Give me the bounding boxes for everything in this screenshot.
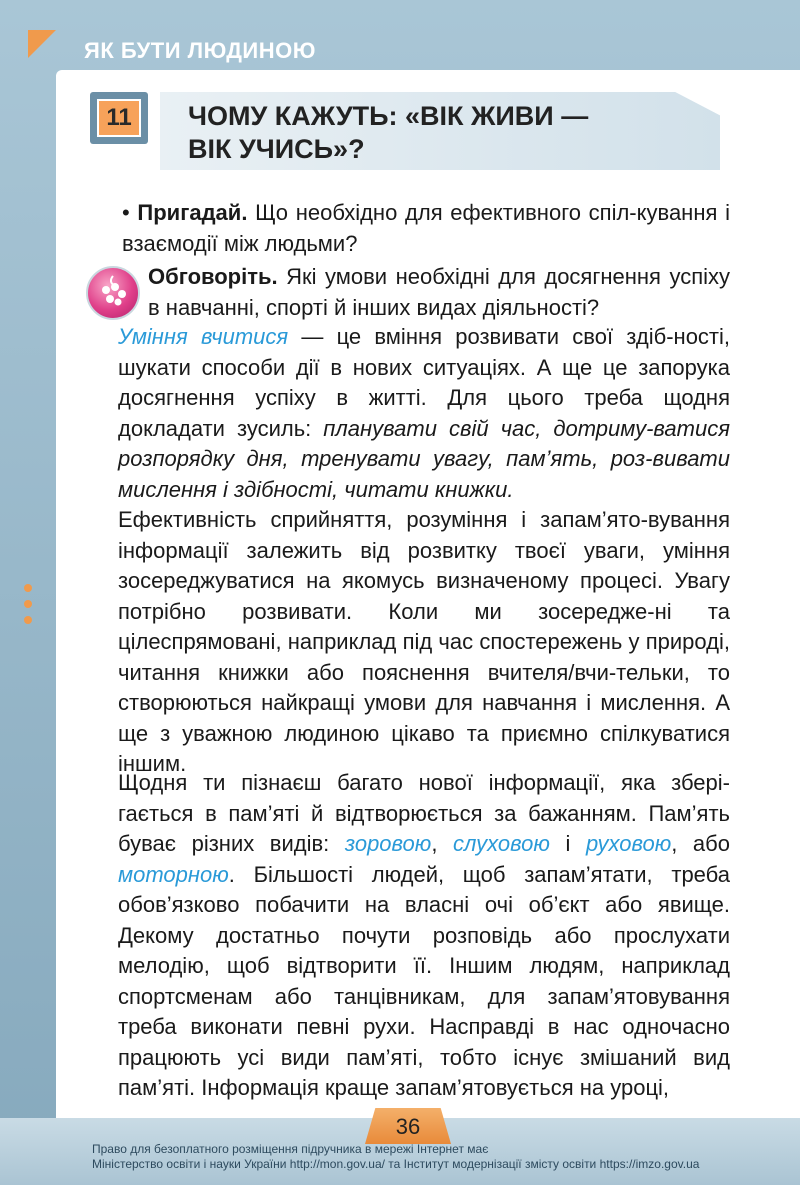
- lesson-title: [188, 100, 708, 166]
- side-dots-decoration: [24, 584, 32, 632]
- footer-note-line1: Право для безоплатного розміщення підручника в мережі Інтернет має: [92, 1142, 489, 1156]
- para1-italic: планувати свій час, дотриму-ватися розпорядку дня, тренувати увагу, пам’ять, роз-вивати мислення і здібності, читати книжки.: [118, 415, 730, 502]
- sep2: і: [549, 831, 586, 856]
- para2-text: Ефективність сприйняття, розуміння і запам’ято-вування інформації залежить від розвитку твоєї уваги, уміння зосереджуватися на якомусь визначеному процесі. Увагу потрібно розвивати. Коли ми зосередже-ні та цілеспрямовані, наприклад під час спостережень у природі, читання книжки або пояснення вчителя/вчи-тельки, то створюються найкращі умови для навчання і мислення. А ще з уважною людиною цікаво та приємно спілкуватися іншим.: [118, 507, 730, 776]
- paragraph-learning: [118, 322, 730, 505]
- para3-text-b: . Більшості людей, щоб запам’ятати, треба обов’язково побачити на власні очі об’єкт або явище. Декому достатньо почути розповідь або прослухати мелодію, щоб відтворити її. Іншим людям, наприклад спортсменам або танцівникам, для запам’ятовування треба виконати певні рухи. Насправді в нас одночасно працюють усі види пам’яті, тобто існує змішаний вид пам’яті. Інформація краще запам’ятовується на уроці,: [118, 861, 730, 1100]
- sep3: , або: [671, 831, 730, 856]
- lesson-title-line1: ЧОМУ КАЖУТЬ: «ВІК ЖИВИ —: [188, 101, 589, 131]
- footer-note: [92, 1142, 732, 1172]
- sep1: ,: [431, 831, 454, 856]
- discuss-block: [148, 262, 730, 323]
- term-auditory: слуховою: [453, 831, 550, 856]
- section-title: ЯК БУТИ ЛЮДИНОЮ: [84, 38, 316, 63]
- page-number: 36: [395, 1114, 421, 1139]
- term-motor: руховою: [585, 831, 672, 856]
- lesson-number-box: [90, 92, 148, 144]
- discuss-label: Обговоріть.: [148, 264, 278, 289]
- remember-block: [122, 198, 730, 259]
- paragraph-memory: [118, 768, 730, 1104]
- lesson-title-line2: ВІК УЧИСЬ»?: [188, 134, 365, 164]
- para3-text-a: Щодня ти пізнаєш багато нової інформації, яка збері-гається в пам’яті й відтворюється за бажанням. Пам’ять буває різних видів:: [118, 770, 730, 856]
- term-visual: зоровою: [344, 831, 432, 856]
- discuss-text: Які умови необхідні для досягнення успіху в навчанні, спорті й інших видах діяльності?: [148, 264, 730, 320]
- discussion-icon: [86, 266, 140, 320]
- para1-text: — це вміння розвивати свої здіб-ності, шукати способи дії в нових ситуаціях. А ще це запорука досягнення успіху в житті. Для цього треба щодня докладати зусиль:: [118, 324, 731, 441]
- term-learning-skill: Уміння вчитися: [118, 324, 289, 349]
- remember-label: Пригадай.: [137, 200, 248, 225]
- remember-text: Що необхідно для ефективного спіл-кування і взаємодії між людьми?: [122, 200, 730, 256]
- footer-note-line2: Міністерство освіти і науки України http://mon.gov.ua/ та Інститут модернізації змісту освіти https://imzo.gov.ua: [92, 1157, 700, 1171]
- lesson-number: 11: [97, 99, 141, 137]
- term-motor-alt: моторною: [118, 861, 229, 887]
- bullet: •: [122, 200, 138, 225]
- paragraph-attention: [118, 505, 730, 780]
- corner-triangle-decoration: [28, 30, 56, 58]
